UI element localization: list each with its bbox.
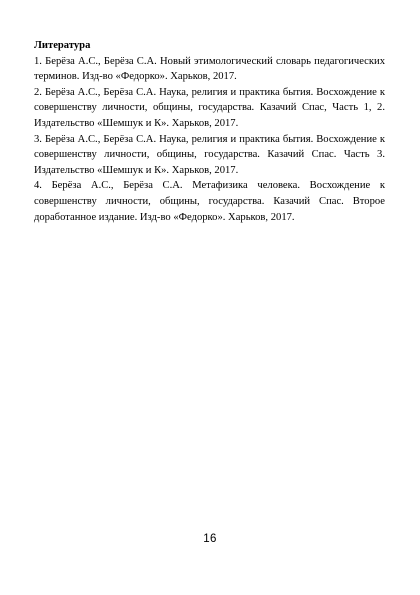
reference-item: 3. Берёза А.С., Берёза С.А. Наука, религия и практика бытия. Восхождение к совершенству личности, общины, государства. Казачий Спас. Часть 3. Издательство «Шемшук и К». Харьков, 2017. <box>34 133 385 176</box>
references-section <box>34 38 385 225</box>
section-heading: Литература <box>34 40 91 51</box>
page-number: 16 <box>203 533 217 545</box>
reference-item: 2. Берёза А.С., Берёза С.А. Наука, религия и практика бытия. Восхождение к совершенству личности, общины, государства. Казачий Спас, Часть 1, 2. Издательство «Шемшук и К». Харьков, 2017. <box>34 86 385 129</box>
reference-item: 4. Берёза А.С., Берёза С.А. Метафизика человека. Восхождение к совершенству личности, общины, государства. Казачий Спас. Второе доработанное издание. Изд-во «Федорко». Харьков, 2017. <box>34 180 385 223</box>
reference-item: 1. Берёза А.С., Берёза С.А. Новый этимологический словарь педагогических терминов. Изд-во «Федорко». Харьков, 2017. <box>34 55 385 83</box>
